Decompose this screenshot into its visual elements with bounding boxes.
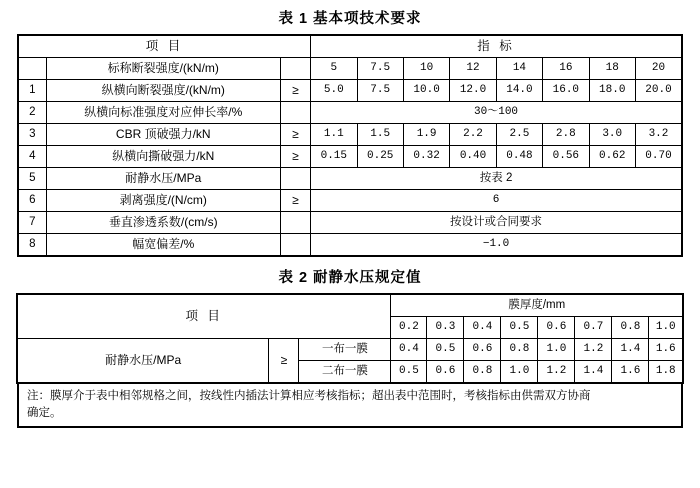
row-name: 垂直渗透系数/(cm/s) (46, 212, 280, 234)
cell-value-span: 6 (311, 190, 682, 212)
cell-value: 5.0 (311, 80, 357, 102)
cell-value: 20 (635, 58, 682, 80)
note-text: 膜厚介于表中相邻规格之间，按线性内插法计算相应考核指标；超出表中范围时，考核指标由供需双方协商 (50, 390, 591, 402)
cell-value: 1.6 (612, 361, 649, 384)
cell-value: 14 (496, 58, 542, 80)
thickness-value: 0.7 (575, 317, 612, 339)
row-no: 1 (18, 80, 46, 102)
cell-value: 2.8 (543, 124, 589, 146)
table-row (18, 146, 682, 168)
cell-value: 7.5 (357, 58, 403, 80)
header-index: 指 标 (311, 35, 682, 58)
thickness-value: 0.4 (464, 317, 501, 339)
cell-value: 0.6 (464, 339, 501, 361)
table-row (18, 102, 682, 124)
cell-value: 0.48 (496, 146, 542, 168)
row-symbol (280, 102, 310, 124)
cell-value: 1.2 (538, 361, 575, 384)
row-no: 6 (18, 190, 46, 212)
cell-value: 16 (543, 58, 589, 80)
cell-value: 1.5 (357, 124, 403, 146)
table-basic-requirements (17, 34, 683, 257)
cell-value: 2.2 (450, 124, 496, 146)
cell-value: 12.0 (450, 80, 496, 102)
table-row (18, 168, 682, 190)
row-name: 耐静水压/MPa (46, 168, 280, 190)
thickness-value: 0.6 (538, 317, 575, 339)
row-name: CBR 顶破强力/kN (46, 124, 280, 146)
cell-value: 0.56 (543, 146, 589, 168)
cell-value: 1.2 (575, 339, 612, 361)
thickness-value: 1.0 (649, 317, 683, 339)
row-no: 2 (18, 102, 46, 124)
table-row (17, 339, 683, 361)
row-no (18, 58, 46, 80)
cell-value: 0.4 (391, 339, 427, 361)
cell-value: 5 (311, 58, 357, 80)
note-text-line2: 确定。 (27, 406, 62, 419)
row-no: 8 (18, 234, 46, 257)
cell-value-span: 按表 2 (311, 168, 682, 190)
thickness-value: 0.3 (427, 317, 464, 339)
structure-type: 一布一膜 (299, 339, 391, 361)
cell-value: 1.4 (612, 339, 649, 361)
row-symbol (280, 212, 310, 234)
cell-value: 0.6 (427, 361, 464, 384)
cell-value: 0.8 (501, 339, 538, 361)
table1-title: 表 1 基本项技术要求 (278, 11, 422, 27)
cell-value: 0.25 (357, 146, 403, 168)
cell-value: 1.0 (538, 339, 575, 361)
cell-value: 3.0 (589, 124, 635, 146)
cell-value: 1.9 (403, 124, 449, 146)
cell-value: 1.1 (311, 124, 357, 146)
row-no: 4 (18, 146, 46, 168)
cell-value: 20.0 (635, 80, 682, 102)
cell-value: 16.0 (543, 80, 589, 102)
row-name: 耐静水压/MPa (17, 339, 269, 384)
row-name: 纵横向标准强度对应伸长率/% (46, 102, 280, 124)
row-name: 幅宽偏差/% (46, 234, 280, 257)
cell-value: 0.15 (311, 146, 357, 168)
row-name: 纵横向撕破强力/kN (46, 146, 280, 168)
header-item: 项 目 (18, 35, 311, 58)
thickness-value: 0.5 (501, 317, 538, 339)
cell-value: 1.8 (649, 361, 683, 384)
row-no: 5 (18, 168, 46, 190)
cell-value-span: −1.0 (311, 234, 682, 257)
cell-value: 0.8 (464, 361, 501, 384)
table-row (18, 190, 682, 212)
table2-note (17, 384, 683, 428)
thickness-value: 0.8 (612, 317, 649, 339)
cell-value: 14.0 (496, 80, 542, 102)
row-symbol (280, 58, 310, 80)
table-row-header (17, 294, 683, 317)
cell-value: 0.5 (391, 361, 427, 384)
table-row (18, 80, 682, 102)
row-name: 剥离强度/(N/cm) (46, 190, 280, 212)
table-row (18, 58, 682, 80)
row-symbol: ≥ (280, 146, 310, 168)
row-symbol: ≥ (280, 80, 310, 102)
cell-value: 0.32 (403, 146, 449, 168)
table2-title: 表 2 耐静水压规定值 (278, 270, 422, 286)
table-row (18, 124, 682, 146)
cell-value-span: 按设计或合同要求 (311, 212, 682, 234)
table-row (18, 212, 682, 234)
cell-value: 1.4 (575, 361, 612, 384)
table-row-header (18, 35, 682, 58)
cell-value: 12 (450, 58, 496, 80)
cell-value: 3.2 (635, 124, 682, 146)
row-symbol: ≥ (280, 124, 310, 146)
cell-value: 10.0 (403, 80, 449, 102)
table-row (18, 234, 682, 257)
table-hydrostatic-pressure (16, 293, 684, 384)
cell-value: 10 (403, 58, 449, 80)
row-symbol: ≥ (269, 339, 299, 384)
thickness-value: 0.2 (391, 317, 427, 339)
cell-value: 7.5 (357, 80, 403, 102)
cell-value: 1.6 (649, 339, 683, 361)
row-name: 标称断裂强度/(kN/m) (46, 58, 280, 80)
document-page (0, 7, 700, 488)
cell-value: 18 (589, 58, 635, 80)
row-symbol (280, 234, 310, 257)
cell-value-span: 30～100 (311, 102, 682, 124)
cell-value: 0.40 (450, 146, 496, 168)
cell-value: 2.5 (496, 124, 542, 146)
row-no: 3 (18, 124, 46, 146)
row-symbol: ≥ (280, 190, 310, 212)
cell-value: 0.5 (427, 339, 464, 361)
structure-type: 二布一膜 (299, 361, 391, 384)
note-label: 注： (27, 390, 50, 402)
row-no: 7 (18, 212, 46, 234)
row-symbol (280, 168, 310, 190)
cell-value: 1.0 (501, 361, 538, 384)
header-thickness: 膜厚度/mm (391, 294, 683, 317)
cell-value: 0.70 (635, 146, 682, 168)
cell-value: 18.0 (589, 80, 635, 102)
header-item: 项 目 (17, 294, 391, 339)
row-name: 纵横向断裂强度/(kN/m) (46, 80, 280, 102)
cell-value: 0.62 (589, 146, 635, 168)
